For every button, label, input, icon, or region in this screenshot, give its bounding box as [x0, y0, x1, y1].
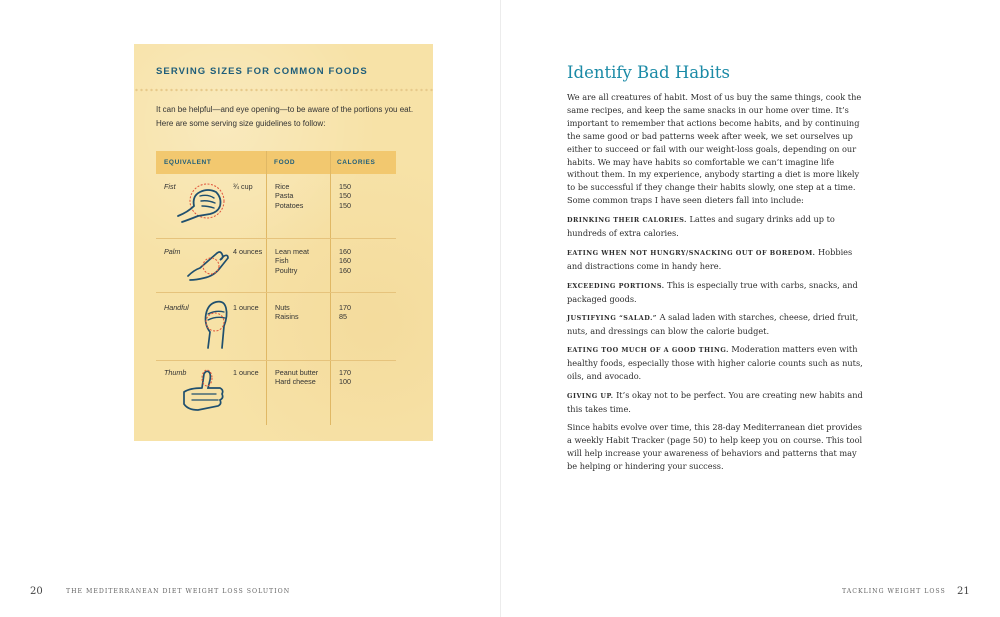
trap-item — [567, 246, 865, 273]
equivalent-label: Palm — [164, 247, 181, 256]
trap-text: It’s okay not to be perfect. You are creating new habits and this takes time. — [567, 390, 863, 414]
trap-text: Moderation matters even with healthy foods, especially those with higher calorie counts such as nuts, oils, and avocado. — [567, 344, 863, 381]
page-number-left: 20 — [30, 586, 43, 597]
intro-paragraph: We are all creatures of habit. Most of us buy the same things, cook the same recipes, and keep the same snacks in our home over time. It’s important to remember that actions become habits, and by continuing the same good or bad patterns week after week, we set ourselves up either to succeed or fail with our weight-loss goals, depending on our habits. We may have habits so comfortable we can’t imagine life without them. In my experience, anybody starting a diet is more likely to be successful if they change their habits slowly, one step at a time. Some common traps I have seen dieters fall into include: — [567, 92, 862, 206]
trap-lead: EXCEEDING PORTIONS. — [567, 282, 665, 290]
equivalent-label: Fist — [164, 182, 176, 191]
food-list: Lean meat Fish Poultry — [275, 247, 309, 275]
table-header — [156, 151, 396, 174]
row-divider — [156, 292, 396, 293]
row-divider — [156, 238, 396, 239]
palm-icon — [184, 244, 234, 284]
trap-item — [567, 213, 865, 240]
trap-text: This is especially true with carbs, snacks, and packaged goods. — [567, 280, 858, 304]
portion-label: 1 ounce — [233, 368, 259, 377]
header-equivalent: EQUIVALENT — [164, 159, 212, 166]
trap-text: A salad laden with starches, cheese, dried fruit, nuts, and dressings can blow the calorie budget. — [567, 312, 859, 336]
calorie-list: 160 160 160 — [339, 247, 351, 275]
food-list: Rice Pasta Potatoes — [275, 182, 304, 210]
page-number-right: 21 — [957, 586, 970, 597]
trap-item — [567, 343, 865, 383]
calorie-list: 170 85 — [339, 303, 351, 322]
trap-text: Lattes and sugary drinks add up to hundreds of extra calories. — [567, 214, 835, 238]
portion-label: 1 ounce — [233, 303, 259, 312]
handful-icon — [198, 296, 232, 352]
trap-lead: EATING WHEN NOT HUNGRY/SNACKING OUT OF BOREDOM. — [567, 249, 816, 257]
column-divider — [266, 151, 267, 425]
food-list: Nuts Raisins — [275, 303, 299, 322]
trap-item — [567, 279, 865, 306]
section-heading: Identify Bad Habits — [567, 63, 730, 82]
thumb-icon — [178, 366, 228, 416]
panel-title: SERVING SIZES FOR COMMON FOODS — [156, 66, 368, 77]
header-food: FOOD — [274, 159, 296, 166]
calorie-list: 150 150 150 — [339, 182, 351, 210]
trap-text: Hobbies and distractions come in handy here. — [567, 247, 853, 271]
closing-paragraph: Since habits evolve over time, this 28-day Mediterranean diet provides a weekly Habit Tracker (page 50) to help keep you on course. This tool will help increase your awareness of behaviors and patterns that may be helping or hindering your success. — [567, 422, 863, 471]
trap-lead: DRINKING THEIR CALORIES. — [567, 216, 687, 224]
portion-label: 4 ounces — [233, 247, 263, 256]
page-gutter — [500, 0, 501, 617]
trap-lead: JUSTIFYING “SALAD.” — [567, 314, 657, 322]
panel-intro: It can be helpful—and eye opening—to be aware of the portions you eat. Here are some serving size guidelines to follow: — [156, 105, 414, 128]
running-head-left: THE MEDITERRANEAN DIET WEIGHT LOSS SOLUTION — [66, 588, 291, 595]
trap-lead: GIVING UP. — [567, 392, 614, 400]
column-divider — [330, 151, 331, 425]
equivalent-label: Thumb — [164, 368, 187, 377]
trap-item — [567, 389, 865, 416]
trap-item — [567, 311, 865, 338]
panel-divider — [134, 88, 433, 92]
fist-icon — [174, 178, 232, 228]
header-calories: CALORIES — [337, 159, 376, 166]
equivalent-label: Handful — [164, 303, 189, 312]
trap-lead: EATING TOO MUCH OF A GOOD THING. — [567, 346, 729, 354]
running-head-right: TACKLING WEIGHT LOSS — [842, 588, 946, 595]
row-divider — [156, 360, 396, 361]
food-list: Peanut butter Hard cheese — [275, 368, 319, 387]
serving-sizes-panel — [134, 44, 433, 441]
portion-label: ¾ cup — [233, 182, 253, 191]
calorie-list: 170 100 — [339, 368, 351, 387]
